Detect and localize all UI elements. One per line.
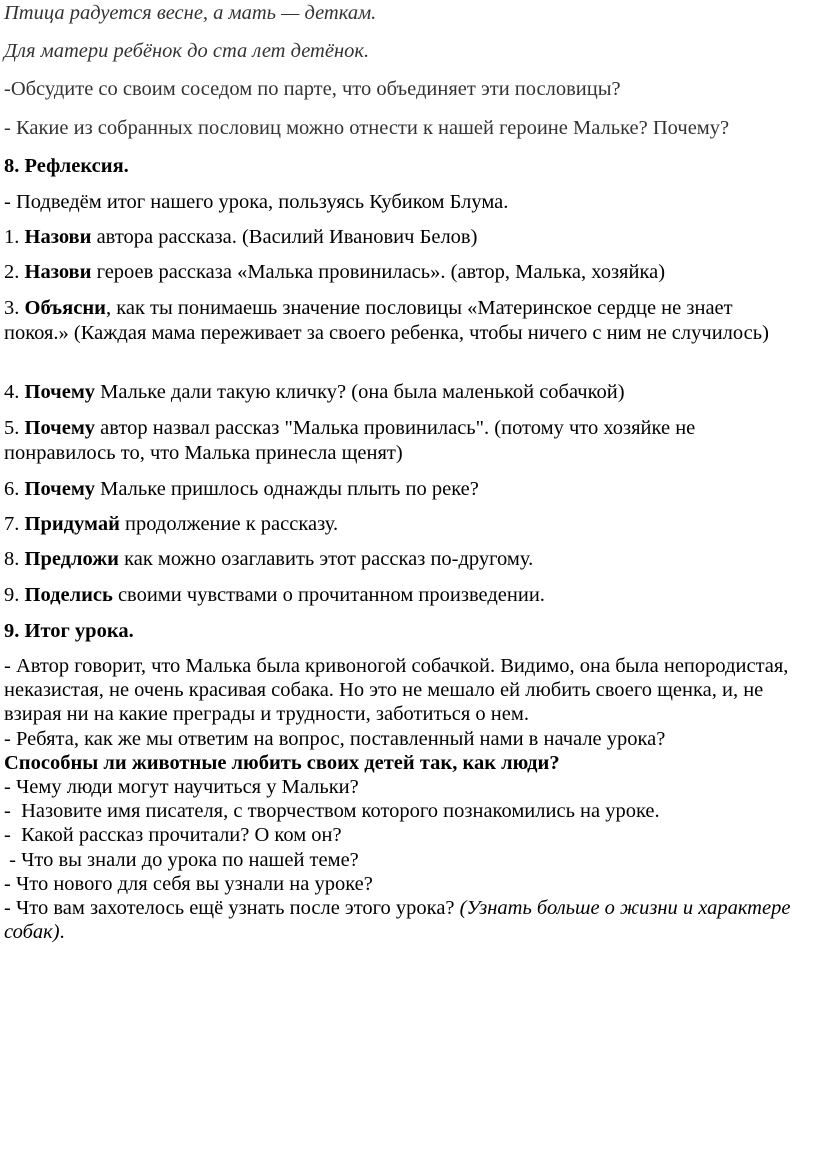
reflection-item-5 (4, 416, 794, 466)
item-text: продолжение к рассказу. (119, 513, 339, 535)
reflection-item-4 (4, 381, 625, 404)
reflection-item-6 (4, 478, 479, 501)
last-line-text: - Что вам захотелось ещё узнать после этого урока? (4, 897, 460, 920)
reflection-heading: 8. Рефлексия. (4, 155, 129, 177)
reflection-item-3 (4, 296, 794, 346)
proverb-1: Птица радуется весне, а мать — деткам. (4, 2, 377, 24)
reflection-item-1 (4, 226, 477, 249)
reflection-item-2 (4, 261, 665, 284)
summary-block (4, 654, 794, 944)
proverb-2: Для матери ребёнок до ста лет детёнок. (4, 40, 370, 62)
item-text: Мальке дали такую кличку? (она была маленькой собачкой) (95, 381, 625, 403)
item-verb: Придумай (24, 513, 120, 535)
item-verb: Объясни (24, 297, 106, 319)
item-verb: Почему (24, 478, 96, 500)
item-number: 2. (4, 261, 25, 283)
item-text: как можно озаглавить этот рассказ по-другому. (118, 548, 534, 570)
item-text: автор назвал рассказ "Малька провинилась". (потому что хозяйке не понравилось то, что Малька принесла щенят) (4, 417, 696, 464)
item-text: героев рассказа «Малька провинилась». (автор, Малька, хозяйка) (91, 261, 666, 283)
item-number: 8. (4, 548, 25, 570)
discussion-2: - Какие из собранных пословиц можно отнести к нашей героине Мальке? Почему? (4, 117, 730, 139)
item-number: 7. (4, 513, 25, 535)
reflection-item-8 (4, 548, 533, 571)
summary-paragraph: - Автор говорит, что Малька была кривоногой собачкой. Видимо, она была непородистая, неказистая, не очень красивая собака. Но это не мешало ей любить своего щенка, и, не взирая ни на какие преграды и трудности, заботиться о нем. (4, 655, 789, 726)
item-text: своими чувствами о прочитанном произведении. (112, 584, 545, 606)
last-line-italic: (Узнать больше о жизни и характере собак) (4, 897, 791, 944)
item-verb: Назови (24, 226, 92, 248)
reflection-intro: - Подведём итог нашего урока, пользуясь Кубиком Блума. (4, 191, 509, 213)
item-text: Мальке пришлось однажды плыть по реке? (95, 478, 479, 500)
reflection-item-7 (4, 513, 338, 536)
item-verb: Почему (24, 381, 96, 403)
item-number: 9. (4, 584, 25, 606)
item-number: 1. (4, 226, 25, 248)
summary-line-2: - Назовите имя писателя, с творчеством которого познакомились на уроке. (4, 800, 660, 823)
summary-bold-question: Способны ли животные любить своих детей так, как люди? (4, 751, 560, 774)
item-verb: Предложи (24, 548, 119, 570)
summary-line-3: - Какой рассказ прочитали? О ком он? (4, 824, 342, 847)
item-verb: Почему (24, 417, 96, 439)
item-number: 3. (4, 297, 25, 319)
item-number: 6. (4, 478, 25, 500)
reflection-item-9 (4, 584, 545, 607)
item-text: , как ты понимаешь значение пословицы «Материнское сердце не знает покоя.» (Каждая мама переживает за своего ребенка, чтобы ничего с ним не случилось) (4, 297, 769, 344)
item-verb: Поделись (24, 584, 113, 606)
item-text: автора рассказа. (Василий Иванович Белов) (91, 226, 478, 248)
item-verb: Назови (24, 261, 92, 283)
summary-line-5: - Что нового для себя вы узнали на уроке? (4, 872, 373, 895)
last-line-end: . (59, 921, 65, 944)
summary-last-line (4, 896, 794, 944)
summary-line-4: - Что вы знали до урока по нашей теме? (4, 848, 359, 871)
item-number: 5. (4, 417, 25, 439)
summary-heading: 9. Итог урока. (4, 620, 134, 642)
discussion-1: -Обсудите со своим соседом по парте, что объединяет эти пословицы? (4, 78, 621, 100)
summary-question: - Ребята, как же мы ответим на вопрос, поставленный нами в начале урока? (4, 727, 666, 750)
item-number: 4. (4, 381, 25, 403)
summary-line-1: - Чему люди могут научиться у Мальки? (4, 776, 359, 799)
